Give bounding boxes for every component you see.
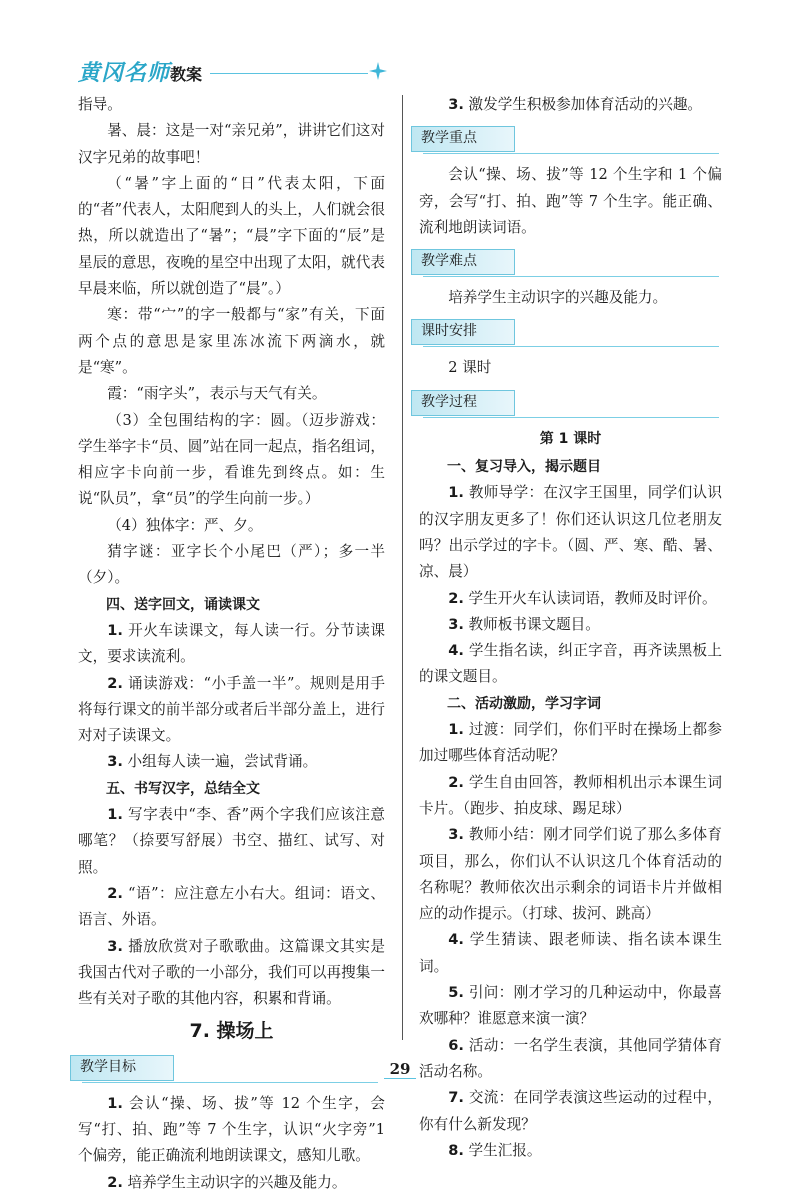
list-item <box>419 1085 722 1138</box>
item-number: 3. <box>448 96 464 113</box>
item-text: 写字表中“李、香”两个字我们应该注意哪笔？（捺要写舒展）书空、描红、试写、对照。 <box>78 806 385 876</box>
brand-subtitle: 教案 <box>170 65 203 84</box>
item-text: 激发学生积极参加体育活动的兴趣。 <box>463 96 703 113</box>
item-number: 2. <box>448 589 464 607</box>
paragraph: 会认“操、场、拔”等 12 个生字和 1 个偏旁，会写“打、拍、跑”等 7 个生字。能正确、流利地朗读词语。 <box>419 166 722 236</box>
tag-rule <box>82 1082 378 1083</box>
item-number: 1. <box>107 806 123 824</box>
paragraph: （4）独体字：严、夕。 <box>107 516 263 534</box>
item-number: 3. <box>107 753 123 771</box>
item-text: 教师导学：在汉字王国里，同学们认识的汉字朋友更多了！你们还认识这几位老朋友吗？出示学过的字卡。（圆、严、寒、酷、暑、凉、晨） <box>419 484 722 581</box>
item-text: 活动：一名学生表演，其他同学猜体育活动名称。 <box>419 1036 722 1080</box>
tag-label: 教学过程 <box>421 393 477 410</box>
header-rule <box>210 73 368 74</box>
list-item <box>419 480 722 585</box>
section-heading: 五、书写汉字，总结全文 <box>106 780 260 797</box>
list-item <box>419 638 722 691</box>
paragraph: （“暑”字上面的“日”代表太阳，下面的“者”代表人，太阳爬到人的头上，人们就会很热，所以就造出了“暑”；“晨”字下面的“辰”是星辰的意思，夜晚的星空中出现了太阳，就代表早晨来临，所以就创造了“晨”。） <box>78 174 385 298</box>
list-item <box>78 934 385 1013</box>
item-number: 7. <box>448 1089 464 1107</box>
section-tag-schedule <box>411 319 722 347</box>
item-text: “语”：应注意左小右大。组词：语文、语言、外语。 <box>78 884 385 929</box>
section-heading: 二、活动激励，学习字词 <box>447 695 601 712</box>
paragraph: 2 课时 <box>448 359 492 377</box>
tag-rule <box>423 153 719 154</box>
item-text: 引问：刚才学习的几种运动中，你最喜欢哪种？谁愿意来演一演？ <box>419 984 722 1028</box>
tag-label: 教学难点 <box>421 253 477 270</box>
paragraph: 指导。 <box>78 96 122 113</box>
item-text: 诵读游戏：“小手盖一半”。规则是用手将每行课文的前半部分或者后半部分盖上，进行对对子读课文。 <box>78 674 385 745</box>
item-number: 8. <box>448 1141 464 1159</box>
item-number: 6. <box>448 1036 464 1054</box>
session-title: 第 1 课时 <box>539 430 602 447</box>
list-item <box>419 770 722 823</box>
item-text: 学生猜读、跟老师读、指名读本课生词。 <box>419 931 722 975</box>
list-item <box>419 612 722 638</box>
tag-rule <box>423 417 719 418</box>
page-header <box>78 50 418 90</box>
section-heading: 四、送字回文，诵读课文 <box>106 596 260 613</box>
item-number: 4. <box>448 642 464 660</box>
tag-label: 课时安排 <box>421 323 477 340</box>
item-text: 学生指名读，纠正字音，再齐读黑板上的课文题目。 <box>419 642 722 686</box>
item-text: 学生汇报。 <box>463 1141 542 1159</box>
list-item <box>78 671 385 750</box>
column-divider <box>402 95 403 1040</box>
item-text: 教师板书课文题目。 <box>463 615 600 633</box>
list-item <box>78 881 385 934</box>
item-number: 2. <box>107 884 123 902</box>
section-heading: 一、复习导入，揭示题目 <box>447 459 601 476</box>
item-number: 2. <box>107 1173 123 1191</box>
page-number: 29 <box>384 1060 417 1079</box>
item-number: 3. <box>448 826 464 844</box>
item-text: 小组每人读一遍，尝试背诵。 <box>122 753 318 771</box>
item-text: 培养学生主动识字的兴趣及能力。 <box>122 1173 347 1191</box>
item-number: 1. <box>107 621 123 639</box>
tag-rule <box>423 346 719 347</box>
paragraph: （3）全包围结构的字：圆。（迈步游戏：学生举字卡“员、圆”站在同一起点，指名组词，相应字卡向前一步，看谁先到终点。如：生说“队员”，拿“员”的学生向前一步。） <box>78 411 385 508</box>
item-text: 开火车读课文，每人读一行。分节读课文，要求读流利。 <box>78 621 385 666</box>
item-number: 5. <box>448 984 464 1002</box>
lesson-title: 7. 操场上 <box>189 1020 274 1043</box>
list-item <box>419 927 722 980</box>
list-item <box>419 717 722 770</box>
sparkle-icon <box>368 61 388 81</box>
section-tag-difficulties <box>411 249 722 277</box>
item-text: 学生开火车认读词语，教师及时评价。 <box>463 589 717 607</box>
brand-logo: 黄冈名师 <box>78 61 171 86</box>
item-number: 1. <box>448 484 464 502</box>
paragraph: 培养学生主动识字的兴趣及能力。 <box>448 289 668 307</box>
list-item <box>78 1170 385 1196</box>
item-text: 会认“操、场、拔”等 12 个生字，会写“打、拍、跑”等 7 个生字，认识“火字旁”1 个偏旁，能正确流利地朗读课文，感知儿歌。 <box>78 1094 385 1165</box>
item-number: 3. <box>448 615 464 633</box>
item-number: 1. <box>448 721 464 739</box>
list-item <box>419 92 722 118</box>
list-item <box>419 822 722 927</box>
right-column <box>419 92 722 1164</box>
paragraph: 暑、晨：这是一对“亲兄弟”，讲讲它们这对汉字兄弟的故事吧！ <box>78 122 385 166</box>
item-text: 交流：在同学表演这些运动的过程中，你有什么新发现？ <box>419 1089 722 1133</box>
list-item <box>78 1091 385 1170</box>
item-text: 学生自由回答，教师相机出示本课生词卡片。（跑步、拍皮球、踢足球） <box>419 773 722 817</box>
item-number: 2. <box>107 674 123 692</box>
section-tag-process <box>411 390 722 418</box>
item-text: 播放欣赏对子歌歌曲。这篇课文其实是我国古代对子歌的一小部分，我们可以再搜集一些有关对子歌的其他内容，积累和背诵。 <box>78 937 385 1008</box>
item-number: 4. <box>448 931 464 949</box>
left-column <box>78 92 385 1196</box>
section-tag-key-points <box>411 126 722 154</box>
item-number: 2. <box>448 773 464 791</box>
list-item <box>419 980 722 1033</box>
item-text: 过渡：同学们，你们平时在操场上都参加过哪些体育活动呢？ <box>419 721 722 765</box>
page-number-footer <box>0 1060 800 1079</box>
item-number: 1. <box>107 1094 123 1112</box>
paragraph: 霞：“雨字头”，表示与天气有关。 <box>107 385 327 403</box>
list-item <box>78 618 385 671</box>
list-item <box>419 586 722 612</box>
tag-rule <box>423 276 719 277</box>
item-text: 教师小结：刚才同学们说了那么多体育项目，那么，你们认不认识这几个体育活动的名称呢？教师依次出示剩余的词语卡片并做相应的动作提示。（打球、拔河、跳高） <box>419 826 722 923</box>
list-item <box>419 1138 722 1164</box>
paragraph: 猜字谜：亚字长个小尾巴（严）；多一半（夕）。 <box>78 543 385 587</box>
tag-label: 教学重点 <box>421 130 477 147</box>
paragraph: 寒：带“宀”的字一般都与“家”有关，下面两个点的意思是家里冻冰流下两滴水，就是“寒”。 <box>78 306 385 376</box>
item-number: 3. <box>107 937 123 955</box>
list-item <box>78 749 385 775</box>
tag-label: 教学目标 <box>80 1058 136 1075</box>
list-item <box>78 802 385 881</box>
